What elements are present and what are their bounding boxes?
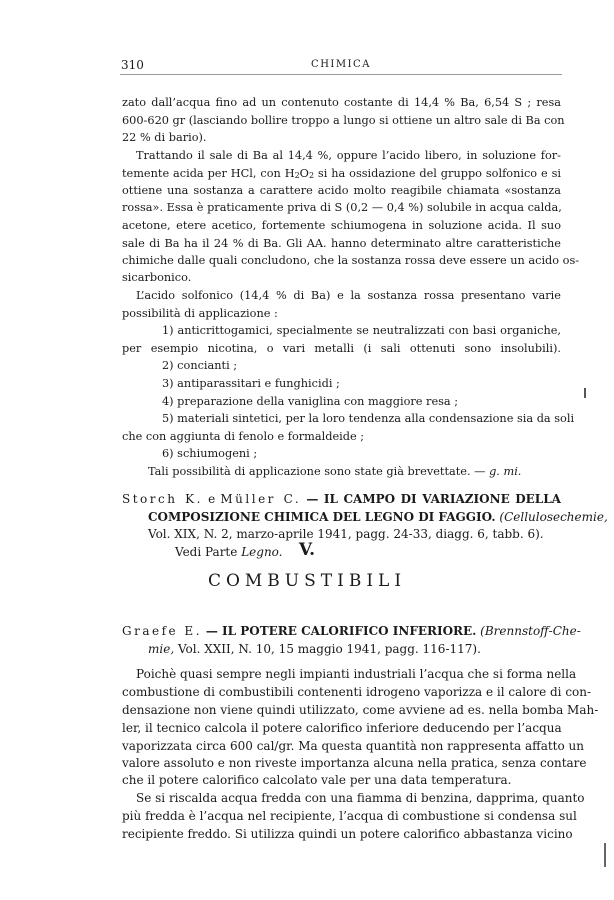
reference-entry: Storch K. e Müller C. — IL CAMPO DI VARIAZIONE DELLA — [122, 492, 561, 506]
text-line: Trattando il sale di Ba al 14,4 %, oppure l’acido libero, in soluzione for- — [136, 149, 561, 162]
list-item: 4) preparazione della vaniglina con maggiore resa ; — [162, 395, 459, 408]
reference-entry — [122, 624, 581, 639]
text-line: 22 % di bario). — [122, 131, 207, 144]
text-line: Se si riscalda acqua fredda con una fiamma di benzina, dapprima, quanto — [136, 791, 585, 805]
text-line: recipiente freddo. Si utilizza quindi un potere calorifico abbastanza vicino — [122, 827, 573, 841]
article-title: COMPOSIZIONE CHIMICA DEL LEGNO DI FAGGIO. — [148, 510, 496, 524]
article-title: — IL CAMPO DI VARIAZIONE DELLA — [306, 492, 561, 506]
text-line: sicarbonico. — [122, 271, 192, 284]
list-item: 2) concianti ; — [162, 359, 238, 372]
list-item: 5) materiali sintetici, per la loro tendenza alla condensazione sia da soli — [162, 412, 575, 425]
text-line: L’acido solfonico (14,4 % di Ba) e la sostanza rossa presentano varie — [136, 289, 561, 302]
text-line: chimiche dalle quali concludono, che la sostanza rossa deve essere un acido os- — [122, 254, 580, 267]
text-line: temente acida per HCl, con H2O2 si ha ossidazione del gruppo solfonico e si — [122, 167, 562, 180]
running-title: CHIMICA — [311, 59, 371, 70]
margin-mark — [584, 388, 586, 398]
text-line: rossa». Essa è praticamente priva di S (0,2 — 0,4 %) solubile in acqua calda, — [122, 201, 562, 214]
text-line: zato dall’acqua fino ad un contenuto costante di 14,4 % Ba, 6,54 S ; resa — [122, 96, 561, 109]
section-number: V. — [298, 540, 316, 560]
page-number: 310 — [121, 58, 144, 72]
text-line: che il potere calorifico calcolato vale per una data temperatura. — [122, 773, 512, 787]
list-item: 3) antiparassitari e funghicidi ; — [162, 377, 340, 390]
author-name: Graefe E. — [122, 624, 203, 638]
journal-name: (Cellulosechemie, — [499, 510, 608, 524]
text-line: Tali possibilità di applicazione sono state già brevettate. — g. mi. — [148, 465, 522, 478]
reference-entry — [148, 510, 608, 525]
section-title: COMBUSTIBILI — [207, 571, 407, 591]
text-line: ler, il tecnico calcola il potere calorifico inferiore deducendo per l’acqua — [122, 721, 562, 735]
see-also: Vedi Parte Legno. — [175, 545, 283, 559]
text-line: possibilità di applicazione : — [122, 307, 278, 320]
text-line: sale di Ba ha il 24 % di Ba. Gli AA. hanno determinato altre caratteristiche — [122, 237, 561, 250]
margin-mark — [604, 843, 606, 867]
list-item: per esempio nicotina, o vari metalli (i sali ottenuti sono insolubili). — [122, 342, 561, 355]
signature: g. mi. — [489, 465, 522, 478]
reference-details: mie, Vol. XXII, N. 10, 15 maggio 1941, pagg. 116-117). — [148, 642, 481, 656]
list-item: 1) anticrittogamici, specialmente se neutralizzati con basi organiche, — [162, 324, 561, 337]
author-name: Müller C. — [220, 492, 302, 506]
journal-name: (Brennstoff-Che- — [480, 624, 581, 638]
text-line: densazione non viene quindi utilizzato, come avviene ad es. nella bomba Mah- — [122, 703, 599, 717]
text-line: acetone, etere acetico, fortemente schiumogena in soluzione acida. Il suo — [122, 219, 561, 232]
text-line: valore assoluto e non riveste importanza alcuna nella pratica, senza contare — [122, 756, 587, 770]
text-line: più fredda è l’acqua nel recipiente, l’acqua di combustione si condensa sul — [122, 809, 577, 823]
text-line: combustione di combustibili contenenti idrogeno vaporizza e il calore di con- — [122, 685, 592, 699]
text-line: ottiene una sostanza a carattere acido molto reagibile chiamata «sostanza — [122, 184, 561, 197]
reference-details: Vol. XIX, N. 2, marzo-aprile 1941, pagg. 24-33, diagg. 6, tabb. 6). — [148, 527, 544, 541]
list-item: 6) schiumogeni ; — [162, 447, 258, 460]
header-rule — [120, 74, 562, 75]
author-name: Storch K. — [122, 492, 203, 506]
text-line: 600-620 gr (lasciando bollire troppo a lungo si ottiene un altro sale di Ba con — [122, 114, 565, 127]
article-title: — IL POTERE CALORIFICO INFERIORE. — [205, 624, 477, 638]
text-line: Poichè quasi sempre negli impianti industriali l’acqua che si forma nella — [136, 667, 577, 681]
list-item: che con aggiunta di fenolo e formaldeide ; — [122, 430, 365, 443]
text-line: vaporizzata circa 600 cal/gr. Ma questa quantità non rappresenta affatto un — [122, 739, 584, 753]
